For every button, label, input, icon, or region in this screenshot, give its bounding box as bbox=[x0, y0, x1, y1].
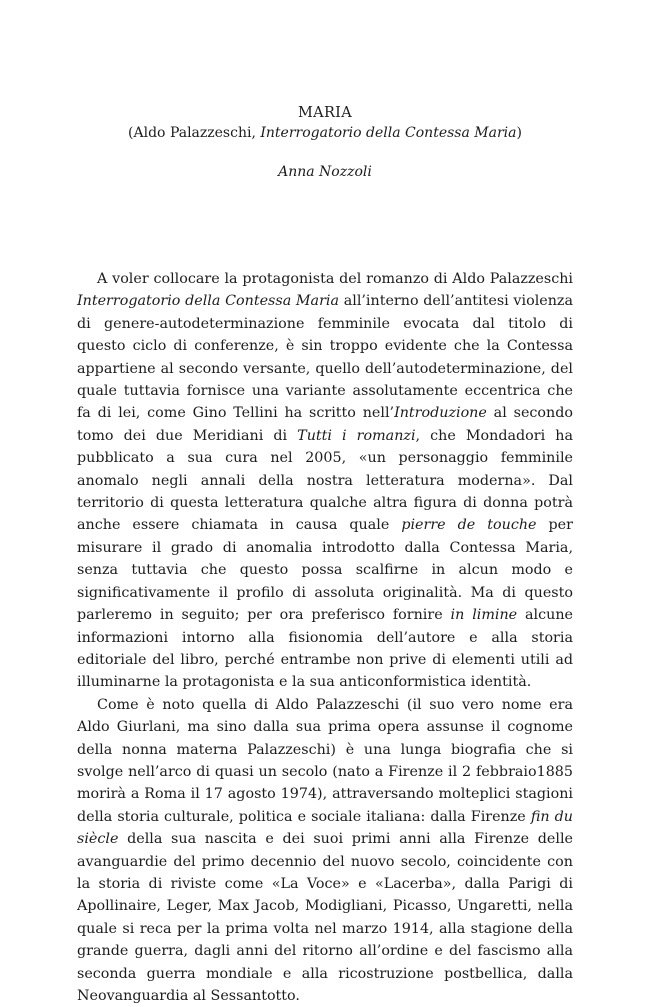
p1-text-2: all’interno dell’antitesi violenza di genere-autodeterminazione femminile evocata dal titolo di questo ciclo di conferenze, è sin troppo evidente che la Contessa appartiene al secondo versante, quello dell’autodeterminazione, del quale tuttavia fornisce una variante assolutamente eccentrica che fa di lei, come Gino Tellini ha scritto nell’ bbox=[77, 293, 573, 422]
p1-text-1: A voler collocare la protagonista del romanzo di Aldo Palazzeschi bbox=[97, 271, 573, 287]
paragraph-2 bbox=[77, 694, 573, 1007]
subtitle-work-title: Interrogatorio della Contessa Maria bbox=[260, 125, 517, 141]
subtitle-suffix: ) bbox=[516, 125, 522, 141]
subtitle-prefix: (Aldo Palazzeschi, bbox=[128, 125, 261, 141]
p1-italic-2: Introduzione bbox=[394, 405, 487, 422]
p2-italic-1: fin du siècle bbox=[77, 808, 573, 848]
chapter-title: MARIA bbox=[298, 105, 352, 121]
p1-italic-1: Interrogatorio della Contessa Maria bbox=[77, 293, 340, 310]
p1-italic-4: pierre de touche bbox=[401, 517, 537, 534]
p2-text-2: della sua nascita e dei suoi primi anni alla Firenze delle avanguardie del primo decennio del nuovo secolo, coincidente con la storia di riviste come «La Voce» e «Lacerba», dalla Parigi di Apollinaire, Leger, Max Jacob, Modigliani, Picasso, Ungaretti, nella quale si reca per la prima volta nel marzo 1914, alla stagione della grande guerra, dagli anni del ritorno all’ordine e del fascismo alla seconda guerra mondiale e alla ricostruzione postbellica, dalla Neovanguardia al Sessantotto. bbox=[77, 831, 573, 1004]
p1-text-4: , che Mondadori ha pubblicato a sua cura nel 2005, «un personaggio femminile anomalo negli annali della nostra letteratura moderna». Dal territorio di questa letteratura qualche altra figura di donna potrà anche essere chiamata in causa quale bbox=[77, 427, 573, 534]
p1-italic-5: in limine bbox=[450, 607, 518, 624]
chapter-subtitle bbox=[77, 123, 573, 143]
p2-text-1: Come è noto quella di Aldo Palazzeschi (il suo vero nome era Aldo Giurlani, ma sino dalla sua prima opera assunse il cognome della nonna materna Palazzeschi) è una lunga biografia che si svolge nell’arco di quasi un secolo (nato a Firenze il 2 febbraio1885 morirà a Roma il 17 agosto 1974), attraversando molteplici stagioni della storia culturale, politica e sociale italiana: dalla Firenze bbox=[77, 696, 573, 825]
p1-text-5: per misurare il grado di anomalia introdotto dalla Contessa Maria, senza tuttavia che questo possa scalfirne in alcun modo e significativamente il profilo di assoluta originalità. Ma di questo parleremo in seguito; per ora preferisco fornire bbox=[77, 517, 573, 624]
p1-text-3: al secondo tomo dei due Meridiani di bbox=[77, 405, 573, 444]
paragraph-1 bbox=[77, 268, 573, 694]
page bbox=[77, 0, 573, 1004]
body-text bbox=[77, 268, 573, 1007]
author-name: Anna Nozzoli bbox=[278, 164, 372, 180]
p1-italic-3: Tutti i romanzi bbox=[297, 427, 416, 444]
p1-text-6: alcune informazioni intorno alla fisionomia dell’autore e alla storia editoriale del libro, perché entrambe non prive di elementi utili ad illuminarne la protagonista e la sua anticonformistica identità. bbox=[77, 607, 573, 691]
